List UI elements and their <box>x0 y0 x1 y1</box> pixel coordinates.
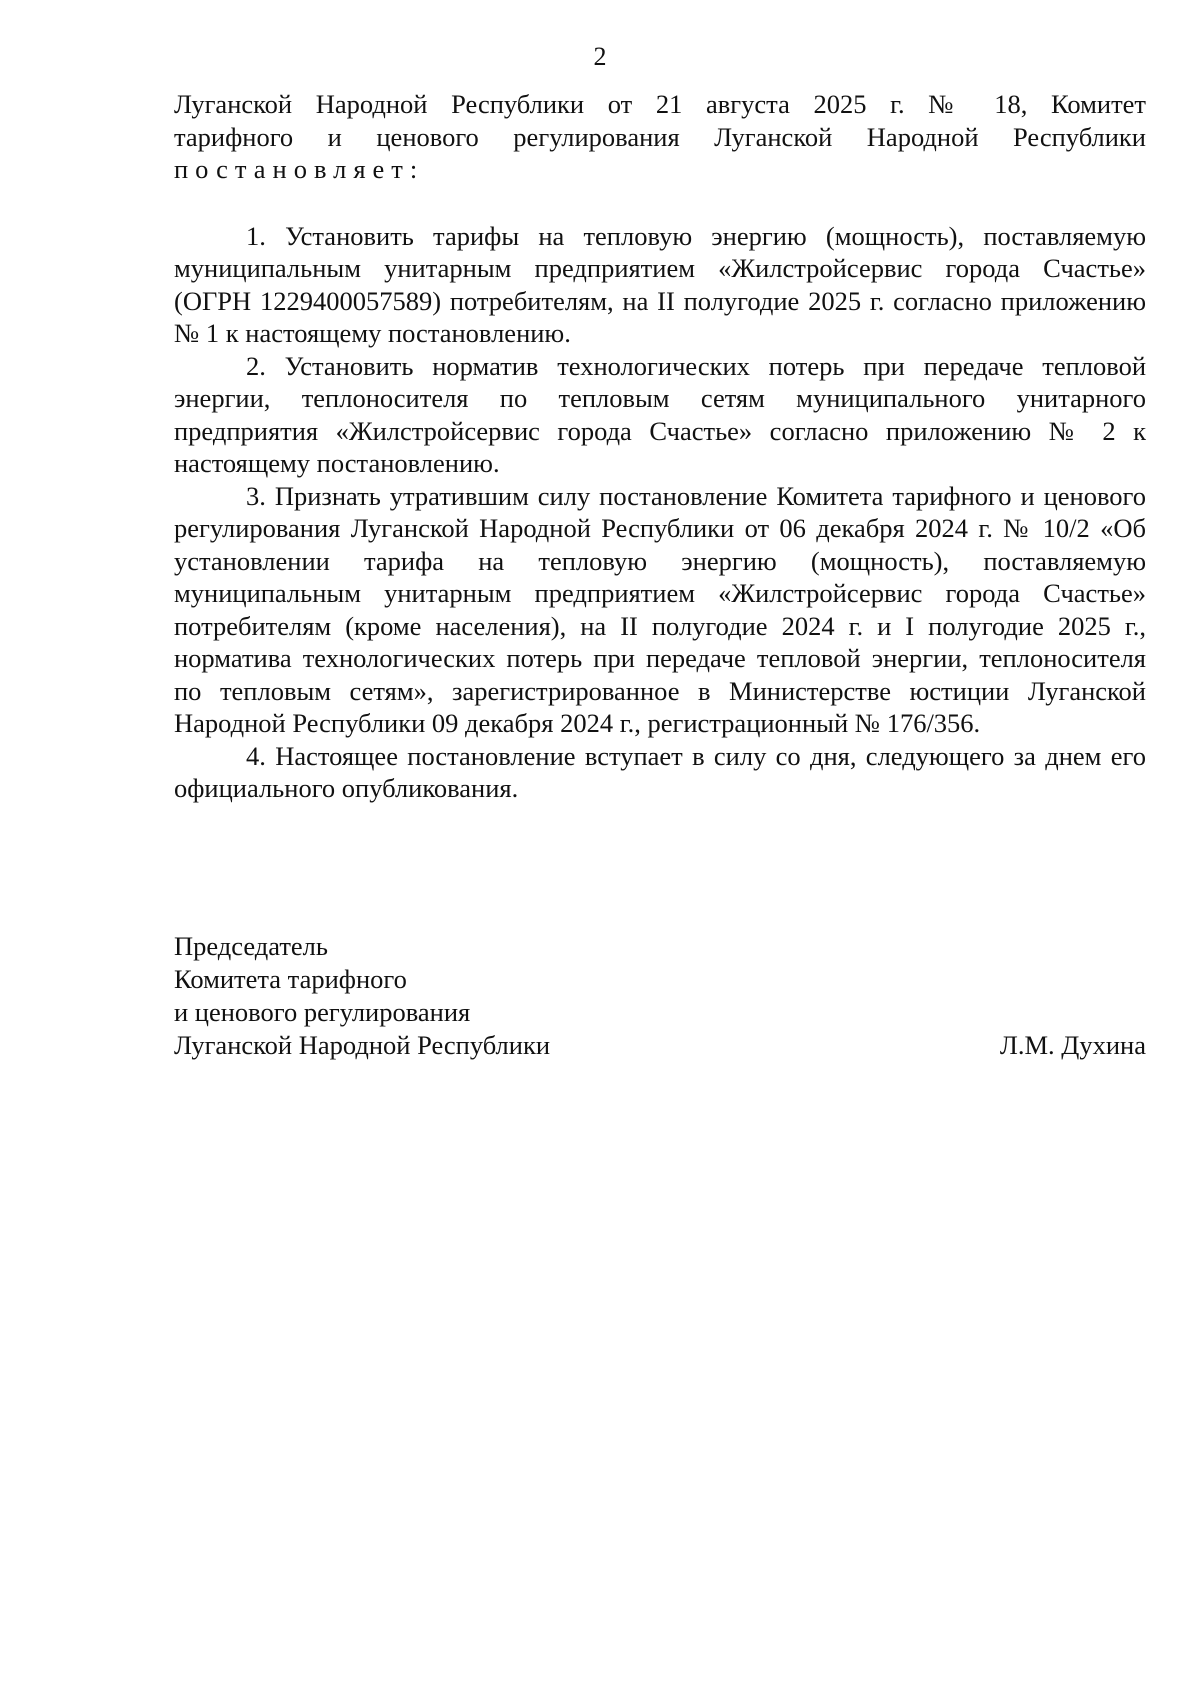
paragraph-gap <box>174 186 1146 220</box>
intro-line-2: тарифного и ценового регулирования Луганской Народной Республики <box>174 121 1146 152</box>
clause-2: 2. Установить норматив технологических потерь при передаче тепловой энергии, теплоносителя по тепловым сетям муниципального унитарного предприятия «Жилстройсервис города Счастье» согласно приложению № 2 к настоящему постановлению. <box>174 350 1146 478</box>
clause-3: 3. Признать утратившим силу постановление Комитета тарифного и ценового регулирования Луганской Народной Республики от 06 декабря 2024 г. № 10/2 «Об установлении тарифа на тепловую энергию (мощность), поставляемую муниципальным унитарным предприятием «Жилстройсервис города Счастье» потребителям (кроме населения), на II полугодие 2024 г. и I полугодие 2025 г., норматива технологических потерь при передаче тепловой энергии, теплоносителя по тепловым сетям», зарегистрированное в Министерстве юстиции Луганской Народной Республики 09 декабря 2024 г., регистрационный № 176/356. <box>174 480 1146 738</box>
signatory-final-row <box>174 1029 1146 1062</box>
signatory-name: Л.М. Духина <box>999 1030 1146 1060</box>
intro-paragraph <box>174 88 1146 186</box>
signatory-title-line-1: Председатель <box>174 931 328 961</box>
document-body <box>174 88 1146 805</box>
resolution-keyword: постановляет: <box>174 154 425 184</box>
signatory-title-line-4: Луганской Народной Республики <box>174 1030 551 1060</box>
intro-line-1: Луганской Народной Республики от 21 августа 2025 г. № 18, Комитет <box>174 89 1146 119</box>
signatory-title-line-2: Комитета тарифного <box>174 964 407 994</box>
page-number: 2 <box>593 42 607 71</box>
clause-4: 4. Настоящее постановление вступает в силу со дня, следующего за днем его официального опубликования. <box>174 740 1146 803</box>
signature-block <box>174 930 1146 1062</box>
clause-1: 1. Установить тарифы на тепловую энергию (мощность), поставляемую муниципальным унитарным предприятием «Жилстройсервис города Счастье» (ОГРН 1229400057589) потребителям, на II полугодие 2025 г. согласно приложению № 1 к настоящему постановлению. <box>174 220 1146 348</box>
signatory-title-line-3: и ценового регулирования <box>174 997 471 1027</box>
